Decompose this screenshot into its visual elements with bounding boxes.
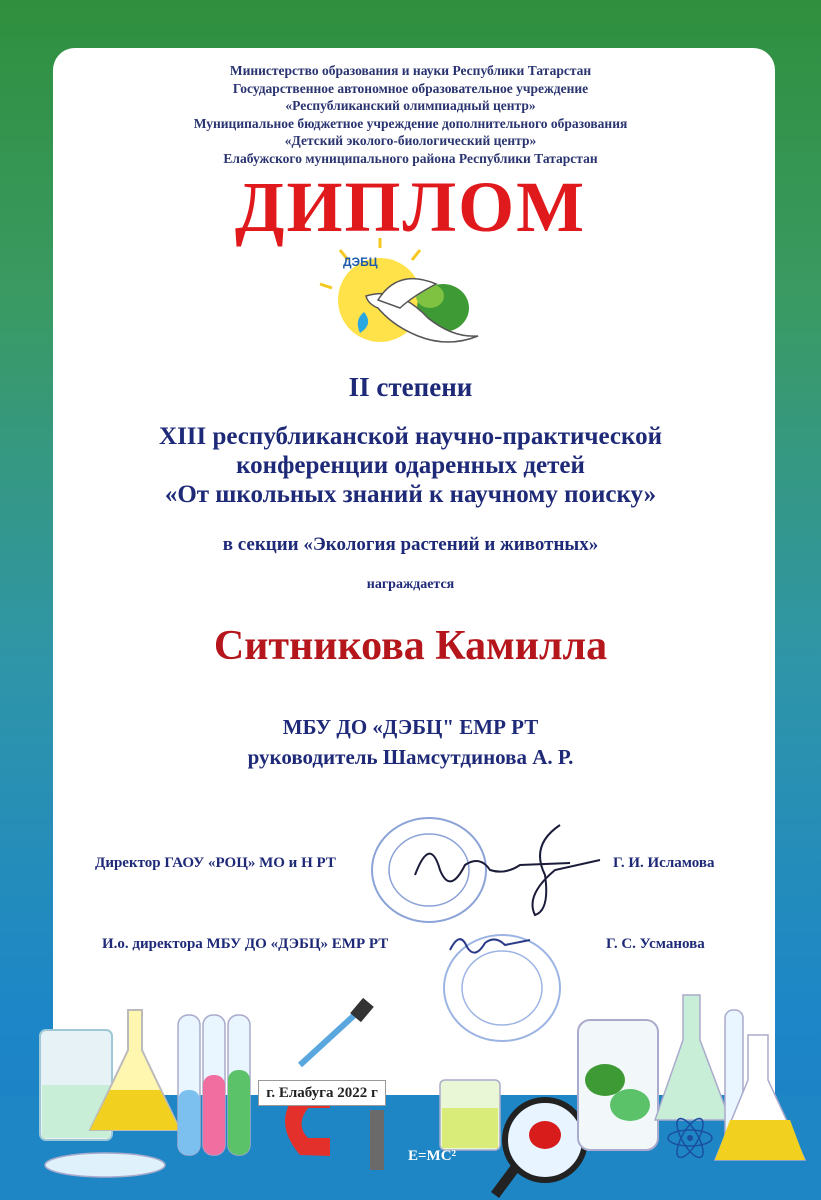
header-line: «Республиканский олимпиадный центр»: [285, 98, 536, 113]
awarded-label: награждается: [366, 577, 455, 592]
organization: МБУ ДО «ДЭБЦ" ЕМР РТ: [282, 715, 539, 739]
event-line: конференции одаренных детей: [236, 452, 585, 479]
event-line: «От школьных знаний к научному поиску»: [164, 481, 657, 508]
diploma-title: ДИПЛОМ: [234, 167, 587, 247]
header-line: Министерство образования и науки Республики Татарстан: [229, 63, 592, 78]
place-year-plate: [258, 1080, 386, 1106]
director1-title: Директор ГАОУ «РОЦ» МО и Н РТ: [95, 855, 336, 871]
place-year: г. Елабуга 2022 г: [266, 1085, 378, 1101]
header-line: Государственное автономное образовательное учреждение: [232, 80, 589, 96]
director2-title: И.о. директора МБУ ДО «ДЭБЦ» ЕМР РТ: [102, 936, 389, 952]
director1-name: Г. И. Исламова: [613, 855, 715, 871]
supervisor: руководитель Шамсутдинова А. Р.: [247, 745, 574, 769]
dove-sun-leaf-logo: [318, 238, 483, 353]
degree: II степени: [348, 372, 473, 402]
logo-text: ДЭБЦ: [343, 255, 378, 269]
director2-name: Г. С. Усманова: [606, 936, 705, 952]
header-line: «Детский эколого-биологический центр»: [284, 133, 537, 148]
event-line: XIII республиканской научно-практической: [159, 423, 662, 450]
section-name: в секции «Экология растений и животных»: [222, 534, 599, 555]
organization-block: [0, 712, 821, 772]
signature-1: [410, 815, 610, 925]
formula: E=MC²: [408, 1148, 457, 1164]
issuer-header: [0, 62, 821, 167]
signature-2: [445, 925, 535, 965]
header-line: Муниципальное бюджетное учреждение дополнительного образования: [193, 115, 628, 131]
header-line: Елабужского муниципального района Республики Татарстан: [223, 150, 598, 166]
event-title: [0, 422, 821, 509]
recipient-name: Ситникова Камилла: [213, 623, 608, 669]
